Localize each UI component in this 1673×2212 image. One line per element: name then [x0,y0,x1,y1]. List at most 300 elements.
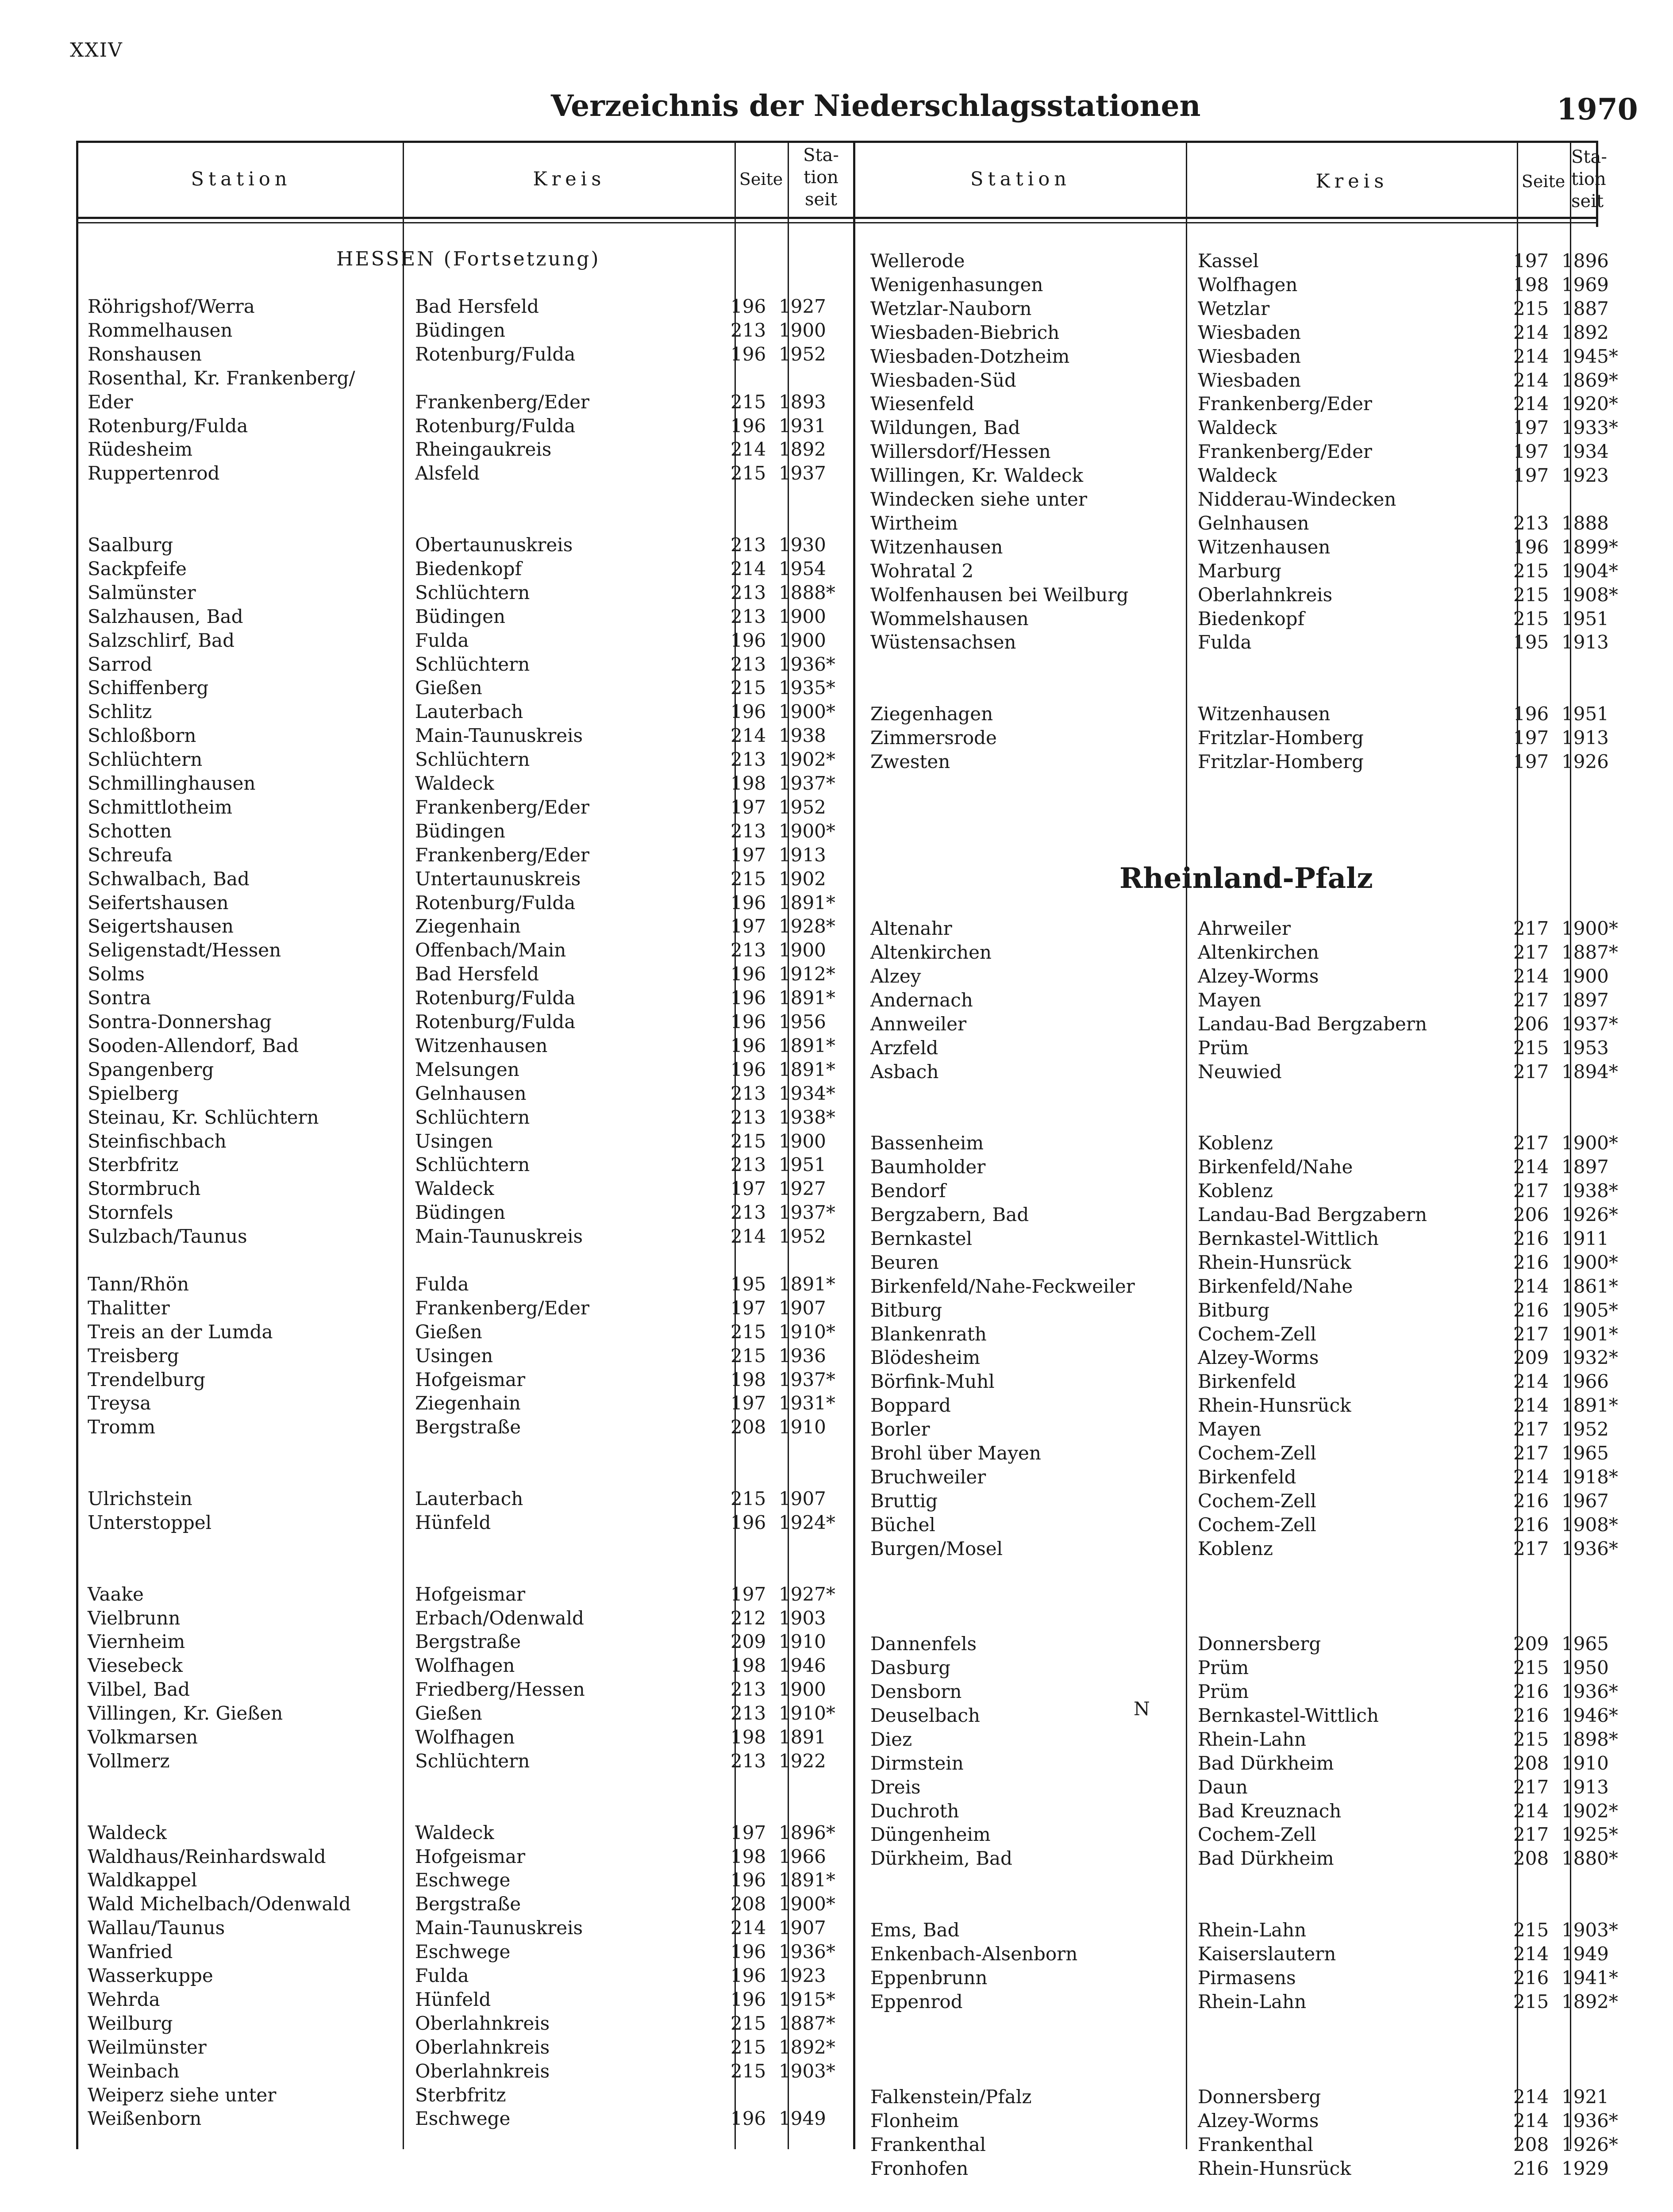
kreis-name: Fulda [1198,631,1252,653]
seite-value: 197 [1513,750,1549,772]
since-year: 1925* [1561,1824,1618,1846]
kreis-name: Wiesbaden [1198,321,1301,343]
station-name: Stornfels [88,1202,173,1224]
station-name: Wasserkuppe [88,1965,213,1986]
seite-value: 213 [731,319,766,341]
station-name: Büchel [870,1513,935,1536]
station-name: Wehrda [88,1988,160,2010]
seite-value: 208 [731,1893,766,1915]
station-name: Bruttig [870,1490,938,1512]
station-name: Wiesbaden-Süd [870,369,1016,391]
kreis-name: Biedenkopf [415,557,522,580]
seite-value: 214 [1513,1943,1549,1965]
station-name: Diez [870,1728,912,1750]
since-year: 1938* [1561,1180,1618,1202]
seite-value: 206 [1513,1204,1549,1225]
station-name: Sooden-Allendorf, Bad [88,1034,299,1056]
kreis-name: Fritzlar-Homberg [1198,727,1364,749]
seite-value: 213 [731,1750,766,1772]
seite-value: 209 [1513,1633,1549,1655]
seite-value: 215 [1513,1728,1549,1750]
station-name: Wiesbaden-Biebrich [870,321,1060,343]
col-rule-middle [853,141,855,2149]
since-year: 1936* [1561,2110,1618,2132]
since-year: 1910 [1561,1752,1609,1774]
station-name: Baumholder [870,1156,986,1178]
station-name: Seigertshausen [88,915,234,937]
seite-value: 197 [731,1583,766,1605]
kreis-name: Witzenhausen [1198,536,1331,558]
seite-value: 197 [1513,417,1549,439]
seite-value: 214 [731,438,766,461]
since-year: 1891 [779,1726,826,1748]
seite-value: 214 [1513,2110,1549,2132]
seite-value: 214 [1513,393,1549,415]
seite-value: 216 [1513,1299,1549,1321]
kreis-name: Prüm [1198,1657,1249,1679]
since-year: 1941* [1561,1966,1618,1989]
station-name: Annweiler [870,1013,967,1035]
seite-value: 198 [731,1845,766,1867]
station-name: Saalburg [88,534,173,556]
since-year: 1938* [779,1106,835,1128]
station-name: Brohl über Mayen [870,1442,1041,1464]
kreis-name: Usingen [415,1130,493,1152]
station-name: Volkmarsen [88,1726,198,1748]
since-year: 1912* [779,963,835,985]
kreis-name: Frankenberg/Eder [1198,441,1372,463]
station-name: Wirtheim [870,512,958,534]
since-year: 1937* [1561,1013,1618,1035]
kreis-name: Rheingaukreis [415,438,552,461]
kreis-name: Witzenhausen [415,1034,548,1056]
station-name: Eppenbrunn [870,1966,988,1989]
kreis-name: Rhein-Lahn [1198,1728,1307,1750]
station-name: Spangenberg [88,1058,214,1080]
kreis-name: Prüm [1198,1681,1249,1702]
station-name: Dirmstein [870,1752,964,1774]
since-year: 1927 [779,296,826,317]
since-year: 1936 [779,1344,826,1367]
since-year: 1896 [1561,250,1609,272]
station-name: Ziegenhagen [870,703,993,725]
seite-value: 208 [731,1416,766,1438]
station-name: Ruppertenrod [88,462,220,484]
station-name: Solms [88,963,145,985]
station-name: Röhrigshof/Werra [88,296,255,317]
since-year: 1922 [779,1750,826,1772]
since-year: 1907 [779,1297,826,1319]
seite-value: 213 [731,1678,766,1701]
seite-value: 217 [1513,941,1549,964]
since-year: 1932* [1561,1347,1618,1369]
seite-value: 213 [731,1082,766,1104]
seite-value: 197 [731,844,766,866]
kreis-name: Neuwied [1198,1060,1282,1083]
station-name: Villingen, Kr. Gießen [88,1702,283,1724]
station-name: Borler [870,1418,930,1440]
since-year: 1907 [779,1488,826,1509]
since-year: 1967 [1561,1490,1609,1512]
kreis-name: Alzey-Worms [1198,1347,1319,1369]
station-name: Blankenrath [870,1323,987,1345]
seite-value: 213 [731,534,766,556]
seite-value: 216 [1513,1490,1549,1512]
seite-value: 198 [1513,273,1549,296]
kreis-name: Cochem-Zell [1198,1323,1316,1345]
header-kreis-left: Kreis [533,168,606,190]
station-name: Treisberg [88,1344,179,1367]
station-name: Wenigenhasungen [870,273,1043,296]
kreis-name: Büdingen [415,319,506,341]
seite-value: 216 [1513,1704,1549,1726]
seite-value: 198 [731,1368,766,1390]
kreis-name: Hünfeld [415,1511,491,1533]
since-year: 1900 [779,1130,826,1152]
since-year: 1898* [1561,1728,1618,1750]
kreis-name: Wolfhagen [415,1655,515,1677]
seite-value: 217 [1513,1537,1549,1559]
since-year: 1930 [779,534,826,556]
since-year: 1951 [1561,703,1609,725]
table-top-rule [76,141,1598,143]
seite-value: 197 [1513,441,1549,463]
since-year: 1938 [779,725,826,747]
kreis-name: Koblenz [1198,1180,1273,1202]
station-name: Fronhofen [870,2158,969,2179]
station-name: Dreis [870,1776,921,1798]
seite-value: 196 [1513,703,1549,725]
seite-value: 215 [731,391,766,413]
kreis-name: Daun [1198,1776,1248,1798]
since-year: 1933* [1561,417,1618,439]
kreis-name: Rotenburg/Fulda [415,891,576,914]
seite-value: 214 [1513,369,1549,391]
kreis-name: Bitburg [1198,1299,1270,1321]
station-name: Schmillinghausen [88,772,256,794]
since-year: 1937* [779,1202,835,1224]
station-name: Vielbrunn [88,1607,181,1629]
station-name: Ronshausen [88,343,202,365]
kreis-name: Gelnhausen [1198,512,1309,534]
since-year: 1908* [1561,1513,1618,1536]
since-year: 1934* [779,1082,835,1104]
station-name: Schloßborn [88,725,196,747]
kreis-name: Wolfhagen [1198,273,1298,296]
kreis-name: Landau-Bad Bergzabern [1198,1013,1427,1035]
seite-value: 208 [1513,1752,1549,1774]
seite-value: 213 [731,605,766,627]
since-year: 1900* [1561,1251,1618,1273]
since-year: 1903 [779,1607,826,1629]
station-name: Börfink-Muhl [870,1371,995,1393]
kreis-name: Birkenfeld [1198,1466,1296,1488]
station-name: Rommelhausen [88,319,233,341]
kreis-name: Nidderau-Windecken [1198,488,1396,510]
kreis-name: Biedenkopf [1198,607,1305,630]
since-year: 1966 [779,1845,826,1867]
kreis-name: Rhein-Hunsrück [1198,2158,1351,2179]
header-seit-left-2: tion [804,167,838,188]
kreis-name: Landau-Bad Bergzabern [1198,1204,1427,1225]
since-year: 1915* [779,1988,835,2010]
seite-value: 214 [731,557,766,580]
kreis-name: Oberlahnkreis [415,2036,550,2058]
header-seit-left [789,144,853,211]
seite-value: 215 [1513,607,1549,630]
seite-value: 197 [731,1821,766,1843]
seite-value: 213 [731,1106,766,1128]
station-name: Vilbel, Bad [88,1678,190,1701]
kreis-name: Oberlahnkreis [1198,584,1333,606]
kreis-name: Main-Taunuskreis [415,1225,583,1248]
since-year: 1937* [779,1368,835,1390]
station-name: Burgen/Mosel [870,1537,1003,1559]
station-name: Schotten [88,820,172,842]
since-year: 1888 [1561,512,1609,534]
kreis-name: Eschwege [415,1941,511,1963]
station-name: Rüdesheim [88,438,193,461]
station-name: Zwesten [870,750,950,772]
since-year: 1902* [1561,1800,1618,1822]
since-year: 1900 [779,1678,826,1701]
seite-value: 196 [731,963,766,985]
seite-value: 196 [731,343,766,365]
since-year: 1937* [779,772,835,794]
n-mark: N [1134,1698,1150,1720]
station-name: Stormbruch [88,1178,201,1200]
kreis-name: Ziegenhain [415,915,521,937]
station-name: Ulrichstein [88,1488,192,1509]
seite-value: 197 [731,1297,766,1319]
station-name: Birkenfeld/Nahe-Feckweiler [870,1275,1135,1297]
since-year: 1913 [779,844,826,866]
seite-value: 213 [731,1702,766,1724]
seite-value: 215 [1513,1990,1549,2012]
seite-value: 196 [1513,536,1549,558]
kreis-name: Frankenberg/Eder [415,1297,589,1319]
since-year: 1900* [1561,1132,1618,1154]
since-year: 1891* [779,891,835,914]
kreis-name: Main-Taunuskreis [415,725,583,747]
kreis-name: Wetzlar [1198,297,1270,319]
kreis-name: Main-Taunuskreis [415,1917,583,1939]
station-name: Bendorf [870,1180,946,1202]
kreis-name: Rhein-Hunsrück [1198,1251,1351,1273]
since-year: 1952 [779,796,826,818]
kreis-name: Bad Kreuznach [1198,1800,1342,1822]
seite-value: 196 [731,1011,766,1033]
header-seit-left-1: Sta- [803,145,839,165]
kreis-name: Cochem-Zell [1198,1442,1316,1464]
station-name: Viernheim [88,1631,185,1653]
station-name: Salmünster [88,581,196,603]
seite-value: 213 [731,581,766,603]
since-year: 1931 [779,415,826,437]
station-name: Wellerode [870,250,965,272]
since-year: 1936* [1561,1537,1618,1559]
header-station-left: Station [191,168,292,190]
station-name: Seligenstadt/Hessen [88,939,281,961]
since-year: 1892 [779,438,826,461]
seite-value: 214 [1513,965,1549,987]
seite-value: 196 [731,1511,766,1533]
kreis-name: Oberlahnkreis [415,2060,550,2082]
station-name: Weilburg [88,2012,173,2034]
kreis-name: Alzey-Worms [1198,2110,1319,2132]
seite-value: 197 [731,1178,766,1200]
seite-value: 217 [1513,1442,1549,1464]
station-name: Sontra-Donnershag [88,1011,272,1033]
seite-value: 215 [1513,297,1549,319]
station-name: Bruchweiler [870,1466,986,1488]
kreis-name: Donnersberg [1198,2086,1321,2108]
seite-value: 213 [731,749,766,771]
kreis-name: Waldeck [415,1178,494,1200]
kreis-name: Büdingen [415,1202,506,1224]
since-year: 1921 [1561,2086,1609,2108]
kreis-name: Gießen [415,1702,482,1724]
kreis-name: Schlüchtern [415,1106,530,1128]
header-bottom-rule-2 [76,222,1598,223]
since-year: 1891* [779,1034,835,1056]
since-year: 1945* [1561,345,1618,367]
since-year: 1900 [779,319,826,341]
station-name: Enkenbach-Alsenborn [870,1943,1078,1965]
since-year: 1897 [1561,989,1609,1011]
station-name: Wohratal 2 [870,560,974,582]
since-year: 1908* [1561,584,1618,606]
kreis-name: Gießen [415,677,482,699]
since-year: 1892 [1561,321,1609,343]
since-year: 1902 [779,868,826,890]
station-name: Alzey [870,965,921,987]
kreis-name: Koblenz [1198,1132,1273,1154]
header-seit-right-2: tion [1571,169,1606,189]
station-name: Sulzbach/Taunus [88,1225,247,1248]
kreis-name: Donnersberg [1198,1633,1321,1655]
seite-value: 208 [1513,2134,1549,2156]
seite-value: 215 [1513,1657,1549,1679]
since-year: 1936* [1561,1681,1618,1702]
kreis-name: Frankenberg/Eder [415,844,589,866]
kreis-name: Koblenz [1198,1537,1273,1559]
kreis-name: Waldeck [415,772,494,794]
seite-value: 217 [1513,1180,1549,1202]
page-number: XXIV [70,39,123,61]
seite-value: 213 [731,820,766,842]
station-name: Schlitz [88,701,152,723]
col-rule-kreis-left [403,141,404,2149]
seite-value: 196 [731,891,766,914]
since-year: 1891* [1561,1394,1618,1417]
header-station-right: Station [970,168,1071,190]
since-year: 1949 [1561,1943,1609,1965]
kreis-name: Eschwege [415,1869,511,1891]
kreis-name: Erbach/Odenwald [415,1607,584,1629]
station-name: Asbach [870,1060,939,1083]
seite-value: 214 [731,1917,766,1939]
station-name: Wiesenfeld [870,393,974,415]
since-year: 1918* [1561,1466,1618,1488]
kreis-name: Mayen [1198,1418,1261,1440]
station-name: Weilmünster [88,2036,207,2058]
seite-value: 196 [731,296,766,317]
station-name: Windecken siehe unter [870,488,1087,510]
station-name: Frankenthal [870,2134,986,2156]
seite-value: 214 [1513,1394,1549,1417]
station-name: Dasburg [870,1657,951,1679]
kreis-name: Schlüchtern [415,581,530,603]
seite-value: 217 [1513,918,1549,940]
kreis-name: Usingen [415,1344,493,1367]
station-name: Rotenburg/Fulda [88,415,248,437]
kreis-name: Bad Hersfeld [415,963,539,985]
seite-value: 213 [1513,512,1549,534]
station-name: Sterbfritz [88,1154,179,1176]
since-year: 1952 [779,1225,826,1248]
station-name: Unterstoppel [88,1511,212,1533]
seite-value: 196 [731,2108,766,2130]
station-name: Düngenheim [870,1824,991,1846]
since-year: 1951 [779,1154,826,1176]
station-name: Sontra [88,987,151,1009]
since-year: 1900 [779,629,826,651]
kreis-name: Bergstraße [415,1416,521,1438]
station-name: Sarrod [88,653,153,675]
seite-value: 213 [731,939,766,961]
seite-value: 215 [731,2012,766,2034]
since-year: 1907 [779,1917,826,1939]
since-year: 1924* [779,1511,835,1533]
kreis-name: Prüm [1198,1037,1249,1059]
since-year: 1899* [1561,536,1618,558]
kreis-name: Cochem-Zell [1198,1824,1316,1846]
since-year: 1894* [1561,1060,1618,1083]
since-year: 1900 [1561,965,1609,987]
since-year: 1880* [1561,1847,1618,1870]
station-name: Steinfischbach [88,1130,227,1152]
station-name: Altenkirchen [870,941,992,964]
section-title-hessen: HESSEN (Fortsetzung) [336,248,600,270]
kreis-name: Marburg [1198,560,1282,582]
kreis-name: Eschwege [415,2108,511,2130]
kreis-name: Birkenfeld/Nahe [1198,1156,1353,1178]
kreis-name: Ziegenhain [415,1392,521,1414]
since-year: 1926 [1561,750,1609,772]
since-year: 1903* [1561,1919,1618,1941]
header-seit-right-3: seit [1571,191,1604,211]
since-year: 1931* [779,1392,835,1414]
seite-value: 214 [731,1225,766,1248]
since-year: 1905* [1561,1299,1618,1321]
col-rule-kreis-right [1186,141,1187,2149]
seite-value: 197 [1513,727,1549,749]
kreis-name: Lauterbach [415,1488,523,1509]
since-year: 1896* [779,1821,835,1843]
since-year: 1956 [779,1011,826,1033]
seite-value: 215 [731,1130,766,1152]
kreis-name: Alsfeld [415,462,480,484]
station-name: Wallau/Taunus [88,1917,225,1939]
since-year: 1952 [1561,1418,1609,1440]
since-year: 1953 [1561,1037,1609,1059]
station-name: Zimmersrode [870,727,997,749]
since-year: 1927 [779,1178,826,1200]
section-title-rheinland-pfalz: Rheinland-Pfalz [1119,862,1373,895]
seite-value: 196 [731,1034,766,1056]
kreis-name: Gelnhausen [415,1082,527,1104]
